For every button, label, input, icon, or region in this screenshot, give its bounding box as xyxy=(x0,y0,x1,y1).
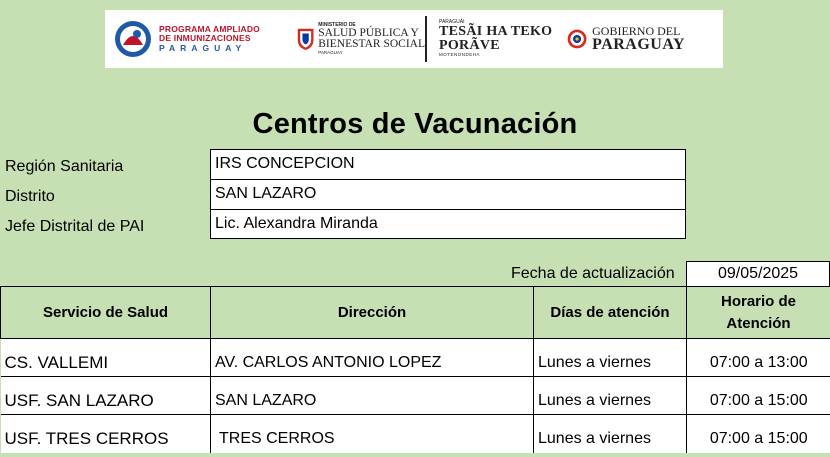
pai-logo-line1: PROGRAMA AMPLIADO xyxy=(159,24,260,35)
government-seal-icon xyxy=(567,24,587,54)
table-row xyxy=(1,339,830,377)
tesai-logo xyxy=(425,16,553,62)
update-date-value: 09/05/2025 xyxy=(686,261,830,286)
ministry-shield-icon xyxy=(297,24,314,54)
pai-logo-line3: PARAGUAY xyxy=(159,43,247,54)
days-cell: Lunes a viernes xyxy=(534,415,687,453)
service-cell: CS. VALLEMI xyxy=(1,339,211,377)
service-cell: USF. TRES CERROS xyxy=(1,415,211,453)
days-cell: Lunes a viernes xyxy=(534,339,687,377)
ministry-logo-line1: MINISTERIO DE xyxy=(318,21,356,28)
government-logo xyxy=(545,10,685,68)
page-title: Centros de Vacunación xyxy=(252,108,578,140)
hours-cell: 07:00 a 13:00 xyxy=(687,339,830,377)
chief-value: Lic. Alexandra Miranda xyxy=(210,209,686,239)
column-header-service: Servicio de Salud xyxy=(1,287,211,339)
table-row xyxy=(1,377,830,415)
column-header-address: Dirección xyxy=(211,287,534,339)
ministry-logo-line2: SALUD PÚBLICA Y xyxy=(318,26,419,39)
header-logo-banner xyxy=(105,10,723,68)
service-cell: USF. SAN LAZARO xyxy=(1,377,211,415)
address-cell: AV. CARLOS ANTONIO LOPEZ xyxy=(211,339,534,377)
table-header-row xyxy=(1,287,830,339)
ministry-logo-line4: PARAGUAY xyxy=(318,49,343,55)
ministry-logo-line3: BIENESTAR SOCIAL xyxy=(318,38,425,51)
pai-mother-child-icon xyxy=(113,19,153,59)
table-row xyxy=(1,415,830,453)
chief-label: Jefe Distrital de PAI xyxy=(5,218,145,235)
tesai-logo-line1: PARAGUÁI xyxy=(439,19,465,26)
address-cell: TRES CERROS xyxy=(211,415,534,453)
ministry-logo xyxy=(275,10,425,68)
days-cell: Lunes a viernes xyxy=(534,377,687,415)
district-value: SAN LAZARO xyxy=(210,179,686,209)
column-header-days: Días de atención xyxy=(534,287,687,339)
column-header-hours-line2: Atención xyxy=(726,314,791,332)
tesai-logo-line2: TESÃI HA TEKO xyxy=(439,24,553,40)
region-value: IRS CONCEPCION xyxy=(210,149,686,179)
vaccination-centers-table xyxy=(0,286,830,453)
update-date-label: Fecha de actualización xyxy=(511,265,675,282)
tesai-logo-line3: PORÃVE xyxy=(439,38,500,54)
pai-logo-line2: DE INMUNIZACIONES xyxy=(159,32,251,43)
district-label: Distrito xyxy=(5,188,55,205)
tesai-logo-line4: MOTENONDEHA xyxy=(439,52,481,58)
column-header-hours-line1: Horario de xyxy=(720,292,796,310)
hours-cell: 07:00 a 15:00 xyxy=(687,377,830,415)
government-logo-line1: GOBIERNO DEL xyxy=(592,24,681,38)
region-label: Región Sanitaria xyxy=(5,158,124,175)
government-logo-line2: PARAGUAY xyxy=(592,36,685,53)
address-cell: SAN LAZARO xyxy=(211,377,534,415)
column-header-hours xyxy=(687,287,830,339)
pai-logo xyxy=(105,10,275,68)
hours-cell: 07:00 a 15:00 xyxy=(687,415,830,453)
